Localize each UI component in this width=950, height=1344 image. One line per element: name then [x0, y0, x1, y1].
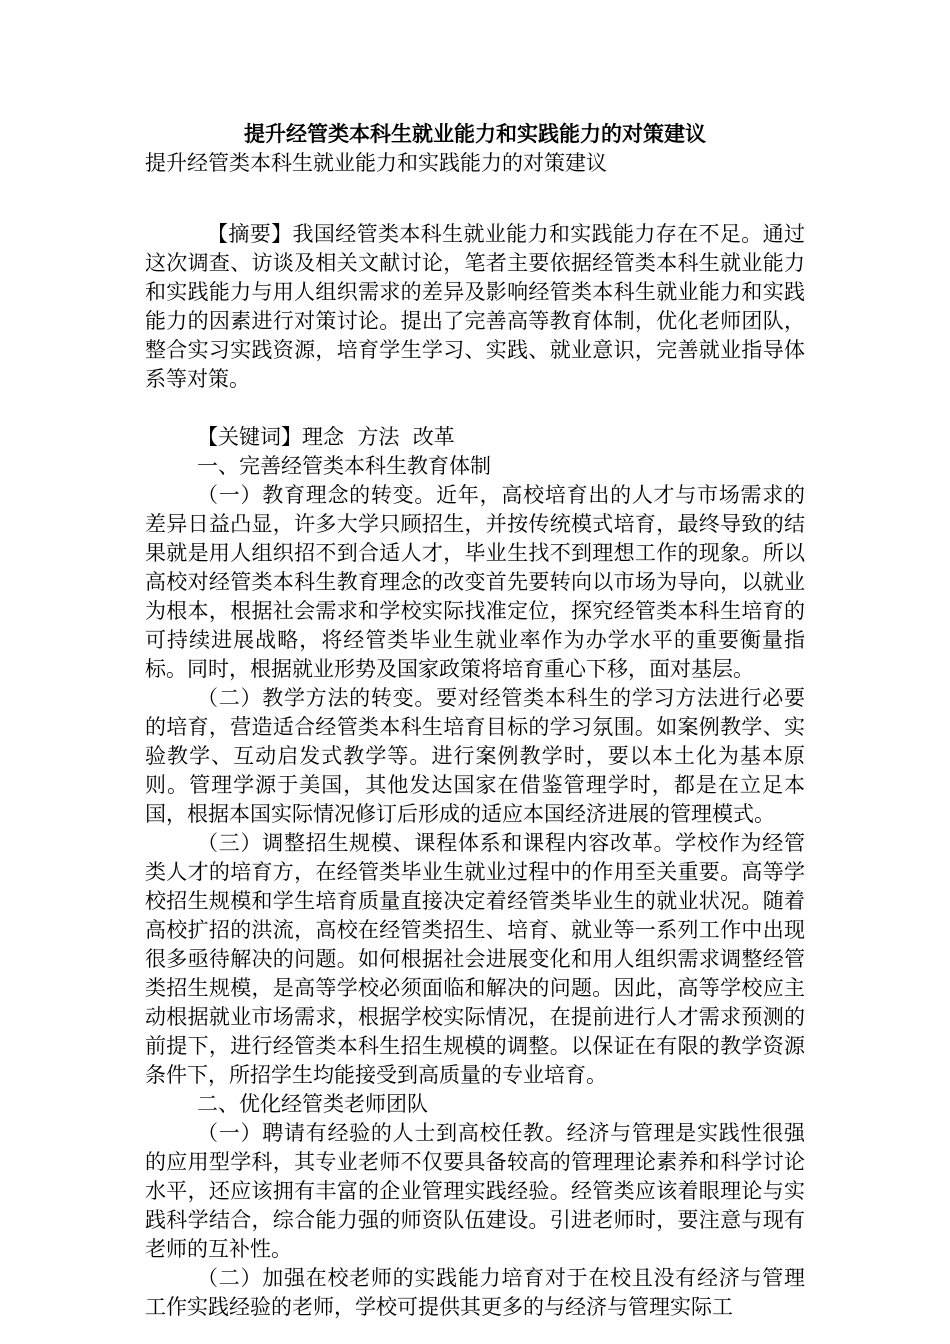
- section-2: [145, 1090, 805, 1322]
- body-paragraph: （二）教学方法的转变。要对经管类本科生的学习方法进行必要的培育，营造适合经管类本科生培育目标的学习氛围。如案例教学、实验教学、互动启发式教学等。进行案例教学时，要以本土化为基本原则。管理学源于美国，其他发达国家在借鉴管理学时，都是在立足本国，根据本国实际情况修订后形成的适应本国经济进展的管理模式。: [145, 686, 805, 826]
- section-heading: 一、完善经管类本科生教育体制: [197, 454, 491, 478]
- document-subtitle: 提升经管类本科生就业能力和实践能力的对策建议: [145, 151, 607, 175]
- body-paragraph: （一）教育理念的转变。近年，高校培育出的人才与市场需求的差异日益凸显，许多大学只顾招生，并按传统模式培育，最终导致的结果就是用人组织招不到合适人才，毕业生找不到理想工作的现象。所以高校对经管类本科生教育理念的改变首先要转向以市场为导向，以就业为根本，根据社会需求和学校实际找准定位，探究经管类本科生培育的可持续进展战略，将经管类毕业生就业率作为办学水平的重要衡量指标。同时，根据就业形势及国家政策将培育重心下移，面对基层。: [145, 483, 805, 681]
- body-paragraph: （二）加强在校老师的实践能力培育对于在校且没有经济与管理工作实践经验的老师，学校可提供其更多的与经济与管理实际工: [145, 1266, 805, 1319]
- document-body: [145, 120, 805, 1322]
- keywords-line: 【关键词】理念 方法 改革: [197, 425, 455, 449]
- body-paragraph: （一）聘请有经验的人士到高校任教。经济与管理是实践性很强的应用型学科，其专业老师不仅要具备较高的管理理论素养和科学讨论水平，还应该拥有丰富的企业管理实践经验。经管类应该着眼理论与实践科学结合，综合能力强的师资队伍建设。引进老师时，要注意与现有老师的互补性。: [145, 1121, 805, 1261]
- section-heading: 二、优化经管类老师团队: [197, 1092, 428, 1116]
- document-title: 提升经管类本科生就业能力和实践能力的对策建议: [244, 122, 706, 146]
- section-1: [145, 452, 805, 1090]
- abstract-paragraph: 【摘要】我国经管类本科生就业能力和实践能力存在不足。通过这次调查、访谈及相关文献讨论，笔者主要依据经管类本科生就业能力和实践能力与用人组织需求的差异及影响经管类本科生就业能力和实践能力的因素进行对策讨论。提出了完善高等教育体制，优化老师团队，整合实习实践资源，培育学生学习、实践、就业意识，完善就业指导体系等对策。: [145, 222, 805, 391]
- body-paragraph: （三）调整招生规模、课程体系和课程内容改革。学校作为经管类人才的培育方，在经管类毕业生就业过程中的作用至关重要。高等学校招生规模和学生培育质量直接决定着经管类毕业生的就业状况。随着高校扩招的洪流，高校在经管类招生、培育、就业等一系列工作中出现很多亟待解决的问题。如何根据社会进展变化和用人组织需求调整经管类招生规模，是高等学校必须面临和解决的问题。因此，高等学校应主动根据就业市场需求，根据学校实际情况，在提前进行人才需求预测的前提下，进行经管类本科生招生规模的调整。以保证在有限的教学资源条件下，所招学生均能接受到高质量的专业培育。: [145, 831, 805, 1087]
